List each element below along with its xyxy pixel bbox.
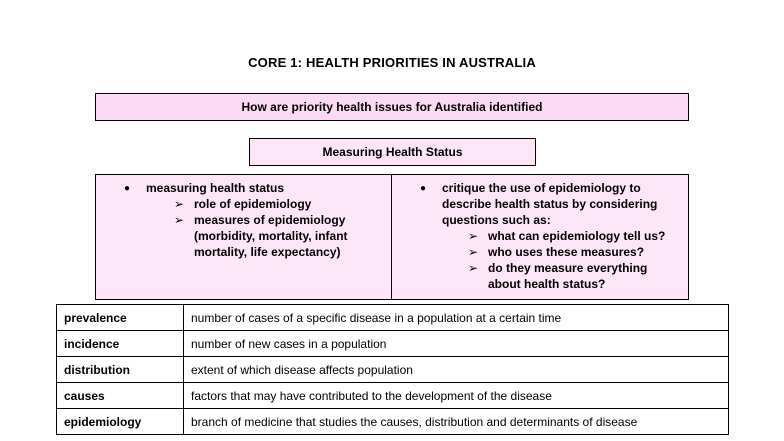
term-cell: distribution [57, 357, 184, 383]
left-sub-item-text: role of epidemiology [194, 197, 312, 211]
left-sub-item-continuation [194, 245, 341, 261]
right-bullet [420, 181, 641, 197]
left-column [96, 175, 392, 299]
right-column [392, 175, 688, 299]
term-cell: incidence [57, 331, 184, 357]
definition-cell: number of cases of a specific disease in a population at a certain time [184, 305, 729, 331]
table-row [57, 409, 729, 435]
right-sub-item-text: who uses these measures? [488, 245, 645, 259]
left-sub-item-text: mortality, life expectancy) [194, 245, 341, 259]
right-bullet-text: describe health status by considering [442, 197, 658, 211]
table-row [57, 305, 729, 331]
right-sub-item [468, 245, 644, 261]
section-heading-text: Measuring Health Status [322, 145, 463, 159]
right-sub-item [468, 261, 647, 277]
arrow-icon: ➢ [468, 229, 479, 243]
right-sub-item-text: do they measure everything [488, 261, 648, 275]
right-bullet-text: questions such as: [442, 213, 551, 227]
page-title: CORE 1: HEALTH PRIORITIES IN AUSTRALIA [248, 55, 536, 70]
arrow-icon: ➢ [468, 261, 479, 275]
bullet-icon: ● [420, 183, 427, 194]
bullet-icon: ● [124, 183, 131, 194]
question-heading-text: How are priority health issues for Australia identified [241, 100, 543, 114]
left-sub-item [174, 213, 345, 229]
definition-cell: extent of which disease affects population [184, 357, 729, 383]
section-heading-box [249, 138, 536, 166]
term-cell: prevalence [57, 305, 184, 331]
right-sub-item [468, 229, 665, 245]
right-bullet-continuation [442, 213, 551, 229]
table-row [57, 357, 729, 383]
left-sub-item [174, 197, 311, 213]
table-row [57, 383, 729, 409]
right-bullet-text: critique the use of epidemiology to [442, 181, 641, 195]
right-sub-item-continuation [488, 277, 605, 293]
arrow-icon: ➢ [468, 245, 479, 259]
left-sub-item-continuation [194, 229, 348, 245]
definition-cell: branch of medicine that studies the causes, distribution and determinants of disease [184, 409, 729, 435]
left-bullet [124, 181, 284, 197]
table-row [57, 331, 729, 357]
definition-cell: number of new cases in a population [184, 331, 729, 357]
content-panel [95, 174, 689, 300]
arrow-icon: ➢ [174, 197, 185, 211]
term-cell: causes [57, 383, 184, 409]
right-sub-item-text: what can epidemiology tell us? [488, 229, 666, 243]
term-cell: epidemiology [57, 409, 184, 435]
arrow-icon: ➢ [174, 213, 185, 227]
left-sub-item-text: measures of epidemiology [194, 213, 346, 227]
definitions-table [56, 304, 729, 435]
left-sub-item-text: (morbidity, mortality, infant [194, 229, 348, 243]
question-heading-box [95, 93, 689, 121]
right-bullet-continuation [442, 197, 657, 213]
right-sub-item-text: about health status? [488, 277, 606, 291]
definition-cell: factors that may have contributed to the development of the disease [184, 383, 729, 409]
left-bullet-text: measuring health status [146, 181, 285, 195]
